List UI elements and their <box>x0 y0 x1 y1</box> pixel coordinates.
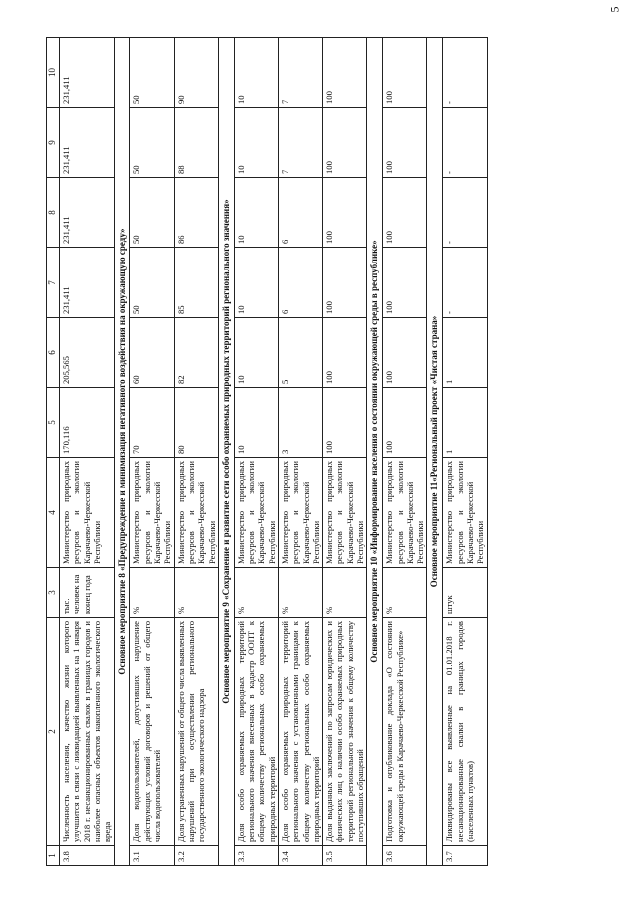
value-cell: 170,116 <box>60 388 115 458</box>
unit-cell: % <box>323 568 367 618</box>
value-cell: 231,411 <box>60 38 115 108</box>
responsible-cell: Министерство природных ресурсов и экологии Карачаево-Черкесской Республики <box>278 458 322 568</box>
value-cell: 50 <box>130 248 174 318</box>
row-number: 3.7 <box>443 846 487 866</box>
row-number: 3.6 <box>383 846 427 866</box>
value-cell: 50 <box>130 108 174 178</box>
value-cell: - <box>443 178 487 248</box>
responsible-cell: Министерство природных ресурсов и экологии Карачаево-Черкесской Республики <box>60 458 115 568</box>
col-header: 3 <box>47 568 60 618</box>
section-header-row <box>218 38 234 866</box>
indicator-name: Доля особо охраняемых природных территорий регионального значения внесенных в кадастр ООПТ к общему количеству региональных особо охраняемых природных территорий <box>234 618 278 846</box>
value-cell: 10 <box>234 178 278 248</box>
section-title: Основное мероприятие 10 «Информирование населения о состоянии окружающей среды в республике» <box>367 38 383 866</box>
value-cell: 82 <box>174 318 218 388</box>
value-cell: 100 <box>383 178 427 248</box>
value-cell: 85 <box>174 248 218 318</box>
table-row <box>383 38 427 866</box>
value-cell: 100 <box>383 108 427 178</box>
row-number: 3.4 <box>278 846 322 866</box>
value-cell: 3 <box>278 388 322 458</box>
value-cell: 10 <box>234 248 278 318</box>
value-cell: 50 <box>130 38 174 108</box>
value-cell: 90 <box>174 38 218 108</box>
value-cell: 100 <box>323 388 367 458</box>
row-number: 3.5 <box>323 846 367 866</box>
value-cell: 100 <box>383 38 427 108</box>
responsible-cell: Министерство природных ресурсов и экологии Карачаево-Черкесской Республики <box>383 458 427 568</box>
row-number: 3.3 <box>234 846 278 866</box>
value-cell: 10 <box>234 388 278 458</box>
section-title: Основное мероприятие 8 «Предупреждение и минимизация негативного воздействия на окружающую среду» <box>114 38 130 866</box>
value-cell: 60 <box>130 318 174 388</box>
col-header: 5 <box>47 388 60 458</box>
col-header: 4 <box>47 458 60 568</box>
value-cell: 100 <box>383 388 427 458</box>
responsible-cell: Министерство природных ресурсов и экологии Карачаево-Черкесской Республики <box>323 458 367 568</box>
value-cell: 1 <box>443 318 487 388</box>
indicators-table <box>46 37 488 866</box>
value-cell: 70 <box>130 388 174 458</box>
indicator-name: Доля водопользователей, допустивших нарушение действующих условий договоров и решений от общего числа водопользователей <box>130 618 174 846</box>
value-cell: 100 <box>323 108 367 178</box>
page-number: 5 <box>607 6 622 13</box>
unit-cell: % <box>278 568 322 618</box>
value-cell: 10 <box>234 318 278 388</box>
col-header: 9 <box>47 108 60 178</box>
responsible-cell: Министерство природных ресурсов и экологии Карачаево-Черкесской Республики <box>234 458 278 568</box>
col-header: 6 <box>47 318 60 388</box>
value-cell: 100 <box>323 318 367 388</box>
value-cell: 100 <box>323 248 367 318</box>
value-cell: 1 <box>443 388 487 458</box>
value-cell: 100 <box>383 318 427 388</box>
rotated-page <box>46 38 594 866</box>
value-cell: 10 <box>234 108 278 178</box>
value-cell: 7 <box>278 38 322 108</box>
value-cell: 231,411 <box>60 178 115 248</box>
indicator-name: Ликвидированы все выявленные на 01.01.2018 г. несанкционированные свалки в границах городов (населенных пунктов) <box>443 618 487 846</box>
unit-cell: % <box>234 568 278 618</box>
responsible-cell: Министерство природных ресурсов и экологии Карачаево-Черкесской Республики <box>443 458 487 568</box>
section-header-row <box>427 38 443 866</box>
col-header: 1 <box>47 846 60 866</box>
value-cell: 6 <box>278 248 322 318</box>
value-cell: 231,411 <box>60 248 115 318</box>
section-title: Основное мероприятие 11«Региональный проект «Чистая страна» <box>427 38 443 866</box>
section-title: Основное мероприятие 9 «Сохранение и развитие сети особо охраняемых природных территорий регионального значения» <box>218 38 234 866</box>
value-cell: - <box>443 108 487 178</box>
indicator-name: Численность населения, качество жизни которого улучшится в связи с ликвидацией выявленных на 1 января 2018 г. несанкционированных свалок в границах городов и наиболее опасных объектов накопленного экологического вреда <box>60 618 115 846</box>
value-cell: 205,565 <box>60 318 115 388</box>
column-number-row <box>47 38 60 866</box>
unit-cell: % <box>383 568 427 618</box>
table-row <box>60 38 115 866</box>
col-header: 7 <box>47 248 60 318</box>
value-cell: 86 <box>174 178 218 248</box>
table-row <box>323 38 367 866</box>
value-cell: 100 <box>323 178 367 248</box>
unit-cell: % <box>130 568 174 618</box>
unit-cell: штук <box>443 568 487 618</box>
unit-cell: тыс. человек на конец года <box>60 568 115 618</box>
value-cell: 10 <box>234 38 278 108</box>
col-header: 10 <box>47 38 60 108</box>
table-row <box>174 38 218 866</box>
col-header: 2 <box>47 618 60 846</box>
value-cell: 80 <box>174 388 218 458</box>
section-header-row <box>367 38 383 866</box>
value-cell: 6 <box>278 178 322 248</box>
row-number: 3.2 <box>174 846 218 866</box>
value-cell: - <box>443 248 487 318</box>
section-header-row <box>114 38 130 866</box>
indicator-name: Доля устраненных нарушений от общего числа выявленных нарушений при осуществлении регионального государственного экологического надзора <box>174 618 218 846</box>
value-cell: 231,411 <box>60 108 115 178</box>
table-row <box>130 38 174 866</box>
responsible-cell: Министерство природных ресурсов и экологии Карачаево-Черкесской Республики <box>130 458 174 568</box>
value-cell: 100 <box>323 38 367 108</box>
table-row <box>278 38 322 866</box>
responsible-cell: Министерство природных ресурсов и экологии Карачаево-Черкесской Республики <box>174 458 218 568</box>
unit-cell: % <box>174 568 218 618</box>
table-row <box>443 38 487 866</box>
table-row <box>234 38 278 866</box>
row-number: 3.1 <box>130 846 174 866</box>
col-header: 8 <box>47 178 60 248</box>
value-cell: 5 <box>278 318 322 388</box>
value-cell: - <box>443 38 487 108</box>
value-cell: 100 <box>383 248 427 318</box>
value-cell: 88 <box>174 108 218 178</box>
indicator-name: Доля выданных заключений по запросам юридических и физических лиц о наличии особо охраняемых природных территорий регионального значения к общему количеству поступивших обращений <box>323 618 367 846</box>
value-cell: 7 <box>278 108 322 178</box>
indicator-name: Доля особо охраняемых природных территорий регионального значения с установленными границами к общему количеству региональных особо охраняемых природных территорий <box>278 618 322 846</box>
value-cell: 50 <box>130 178 174 248</box>
row-number: 3.8 <box>60 846 115 866</box>
indicator-name: Подготовка и опубликование доклада «О состоянии окружающей среды в Карачаево-Черкесской Республике» <box>383 618 427 846</box>
